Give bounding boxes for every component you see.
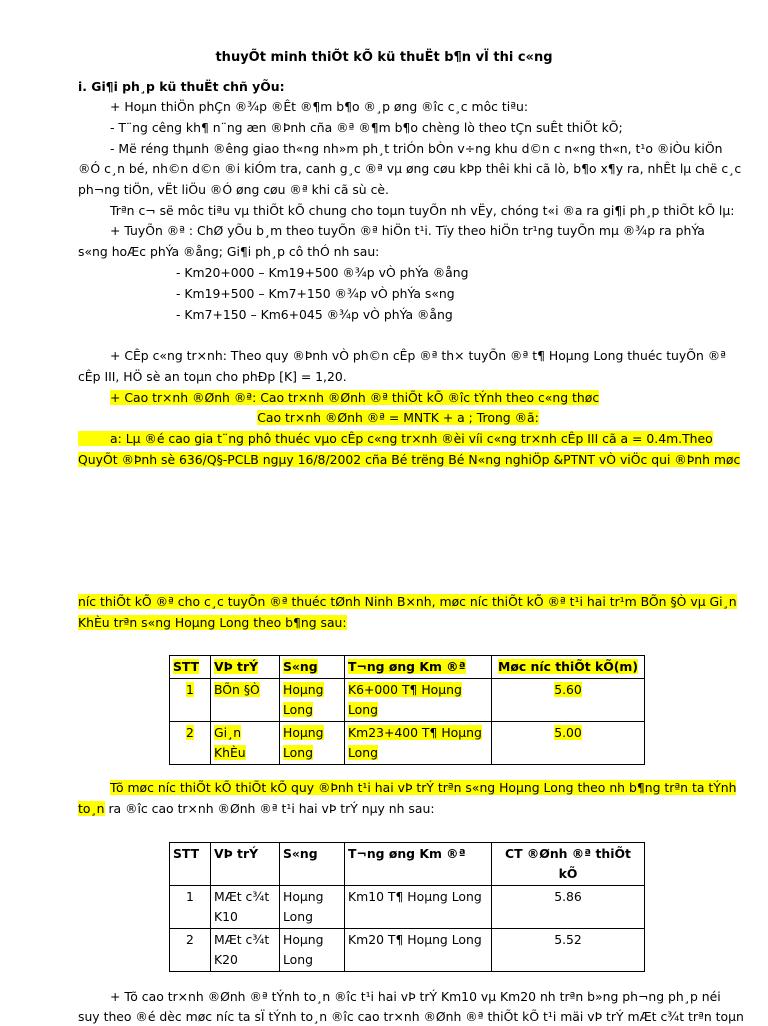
route-item: - Km7+150 – Km6+045 ®¾p vÒ phÝa ®ång <box>176 307 453 322</box>
table-cell: Km10 T¶ Hoµng Long <box>345 886 492 929</box>
table-header-cell: T¬ng øng Km ®ª <box>348 659 466 674</box>
route-item: - Km20+000 – Km19+500 ®¾p vÒ phÝa ®ång <box>176 265 469 280</box>
water-level-table <box>169 655 645 765</box>
highlighted-text: + Cao tr×nh ®Ønh ®ª: Cao tr×nh ®Ønh ®ª thiÕt kÕ ®îc tÝnh theo c«ng thøc <box>110 390 600 405</box>
paragraph: s«ng hoÆc phÝa ®ång; Gi¶i ph¸p cô thÓ nh sau: <box>78 244 380 259</box>
highlighted-text: níc thiÕt kÕ ®ª cho c¸c tuyÕn ®ª thuéc tØnh Ninh B×nh, møc níc thiÕt kÕ ®ª t¹i hai tr¹m BÕn §Ò vµ Gi¸n <box>78 594 737 609</box>
paragraph: - Më réng thµnh ®êng giao th«ng nh»m ph¸t triÓn bÒn v÷ng khu d©n c n«ng th«n, t¹o ®iÒu kiÖn <box>110 141 723 156</box>
table-cell: Km20 T¶ Hoµng Long <box>345 929 492 972</box>
table-header-cell: CT ®Ønh ®ª thiÕt kÕ <box>492 843 645 886</box>
table-cell: 5.86 <box>492 886 645 929</box>
table-cell: K6+000 T¶ Hoµng Long <box>348 682 462 717</box>
table-row <box>170 886 645 929</box>
table-header-cell: VÞ trÝ <box>214 659 259 674</box>
table-header-cell: STT <box>170 843 211 886</box>
paragraph: + Tõ cao tr×nh ®Ønh ®ª tÝnh to¸n ®îc t¹i hai vÞ trÝ Km10 vµ Km20 nh trªn b»ng ph¬ng ph¸p néi <box>110 989 721 1004</box>
table-row <box>170 679 645 722</box>
table-cell: 1 <box>186 682 194 697</box>
highlighted-text: Tõ møc níc thiÕt kÕ thiÕt kÕ quy ®Þnh t¹i hai vÞ trÝ trªn s«ng Hoµng Long theo nh b¶ng trªn ta tÝnh <box>110 780 737 795</box>
paragraph: - T¨ng cêng kh¶ n¨ng æn ®Þnh cña ®ª ®¶m b¶o chèng lò theo tÇn suÊt thiÕt kÕ; <box>110 120 623 135</box>
paragraph: ®Ó c¸n bé, nh©n d©n ®i kiÓm tra, canh g¸c ®ª vµ øng cøu kÞp thêi khi cã lò, b¶o x¶y ra, nhÊt lµ chë c¸c <box>78 161 742 176</box>
crest-elevation-table <box>169 842 645 972</box>
table-header-cell: STT <box>173 659 200 674</box>
table-cell: 5.60 <box>554 682 582 697</box>
table-cell: Hoµng Long <box>283 725 324 760</box>
table-row <box>170 722 645 765</box>
table-cell: MÆt c¾t K10 <box>211 886 280 929</box>
table-header-cell: VÞ trÝ <box>211 843 280 886</box>
highlighted-text: to¸n <box>78 801 105 816</box>
table-header-cell: S«ng <box>280 843 345 886</box>
table-row <box>170 929 645 972</box>
table-header-cell: T¬ng øng Km ®ª <box>345 843 492 886</box>
table-cell: 1 <box>170 886 211 929</box>
table-header-cell: S«ng <box>283 659 318 674</box>
table-cell: Hoµng Long <box>283 682 324 717</box>
table-header-row <box>170 656 645 679</box>
table-header-cell: Møc níc thiÕt kÕ(m) <box>498 659 638 674</box>
table-cell: 2 <box>186 725 194 740</box>
highlighted-text: KhÈu trªn s«ng Hoµng Long theo b¶ng sau: <box>78 615 347 630</box>
highlighted-text: QuyÕt ®Þnh sè 636/Q§-PCLB ngµy 16/8/2002 cña Bé trëng Bé N«ng nghiÖp &PTNT vÒ viÖc qui ®Þnh møc <box>78 452 741 467</box>
highlighted-formula: Cao tr×nh ®Ønh ®ª = MNTK + a ; Trong ®ã: <box>257 410 539 425</box>
paragraph: suy theo ®é dèc møc níc ta sÏ tÝnh to¸n ®îc cao tr×nh ®Ønh ®ª thiÕt kÕ t¹i mäi vÞ trÝ mÆt c¾t trªn toµn <box>78 1009 744 1024</box>
paragraph: + CÊp c«ng tr×nh: Theo quy ®Þnh vÒ ph©n cÊp ®ª th× tuyÕn ®ª t¶ Hoµng Long thuéc tuyÕn ®ª <box>110 348 727 363</box>
paragraph: Trªn c¬ së môc tiªu vµ thiÕt kÕ chung cho toµn tuyÕn nh vËy, chóng t«i ®a ra gi¶i ph¸p thiÕt kÕ lµ: <box>110 203 735 218</box>
paragraph: ra ®îc cao tr×nh ®Ønh ®ª t¹i hai vÞ trÝ nµy nh sau: <box>104 801 435 816</box>
table-header-row <box>170 843 645 886</box>
paragraph: + Hoµn thiÖn phÇn ®¾p ®Êt ®¶m b¶o ®¸p øng ®îc c¸c môc tiªu: <box>110 99 529 114</box>
table-cell: Hoµng Long <box>280 886 345 929</box>
section-heading: i. Gi¶i ph¸p kü thuËt chñ yÕu: <box>78 79 285 94</box>
document-title: thuyÕt minh thiÕt kÕ kü thuËt b¶n vÏ thi c«ng <box>215 50 553 65</box>
table-cell: 5.00 <box>554 725 582 740</box>
highlighted-text: a: Lµ ®é cao gia t¨ng phô thuéc vµo cÊp c«ng tr×nh ®èi víi c«ng tr×nh cÊp III cã a = 0.4m.Theo <box>78 431 713 446</box>
table-cell: 5.52 <box>492 929 645 972</box>
table-cell: Km23+400 T¶ Hoµng Long <box>348 725 482 760</box>
table-cell: BÕn §Ò <box>214 682 260 697</box>
paragraph: + TuyÕn ®ª : ChØ yÕu b¸m theo tuyÕn ®ª hiÖn t¹i. Tïy theo hiÖn tr¹ng tuyÕn mµ ®¾p ra phÝa <box>110 223 705 238</box>
table-cell: Gi¸n KhÈu <box>214 725 246 760</box>
paragraph: ph¬ng tiÖn, vËt liÖu ®Ó øng cøu ®ª khi cã sù cè. <box>78 182 389 197</box>
table-cell: 2 <box>170 929 211 972</box>
table-cell: Hoµng Long <box>280 929 345 972</box>
route-item: - Km19+500 – Km7+150 ®¾p vÒ phÝa s«ng <box>176 286 455 301</box>
table-cell: MÆt c¾t K20 <box>211 929 280 972</box>
paragraph: cÊp III, HÖ sè an toµn cho phÐp [K] = 1,20. <box>78 369 347 384</box>
